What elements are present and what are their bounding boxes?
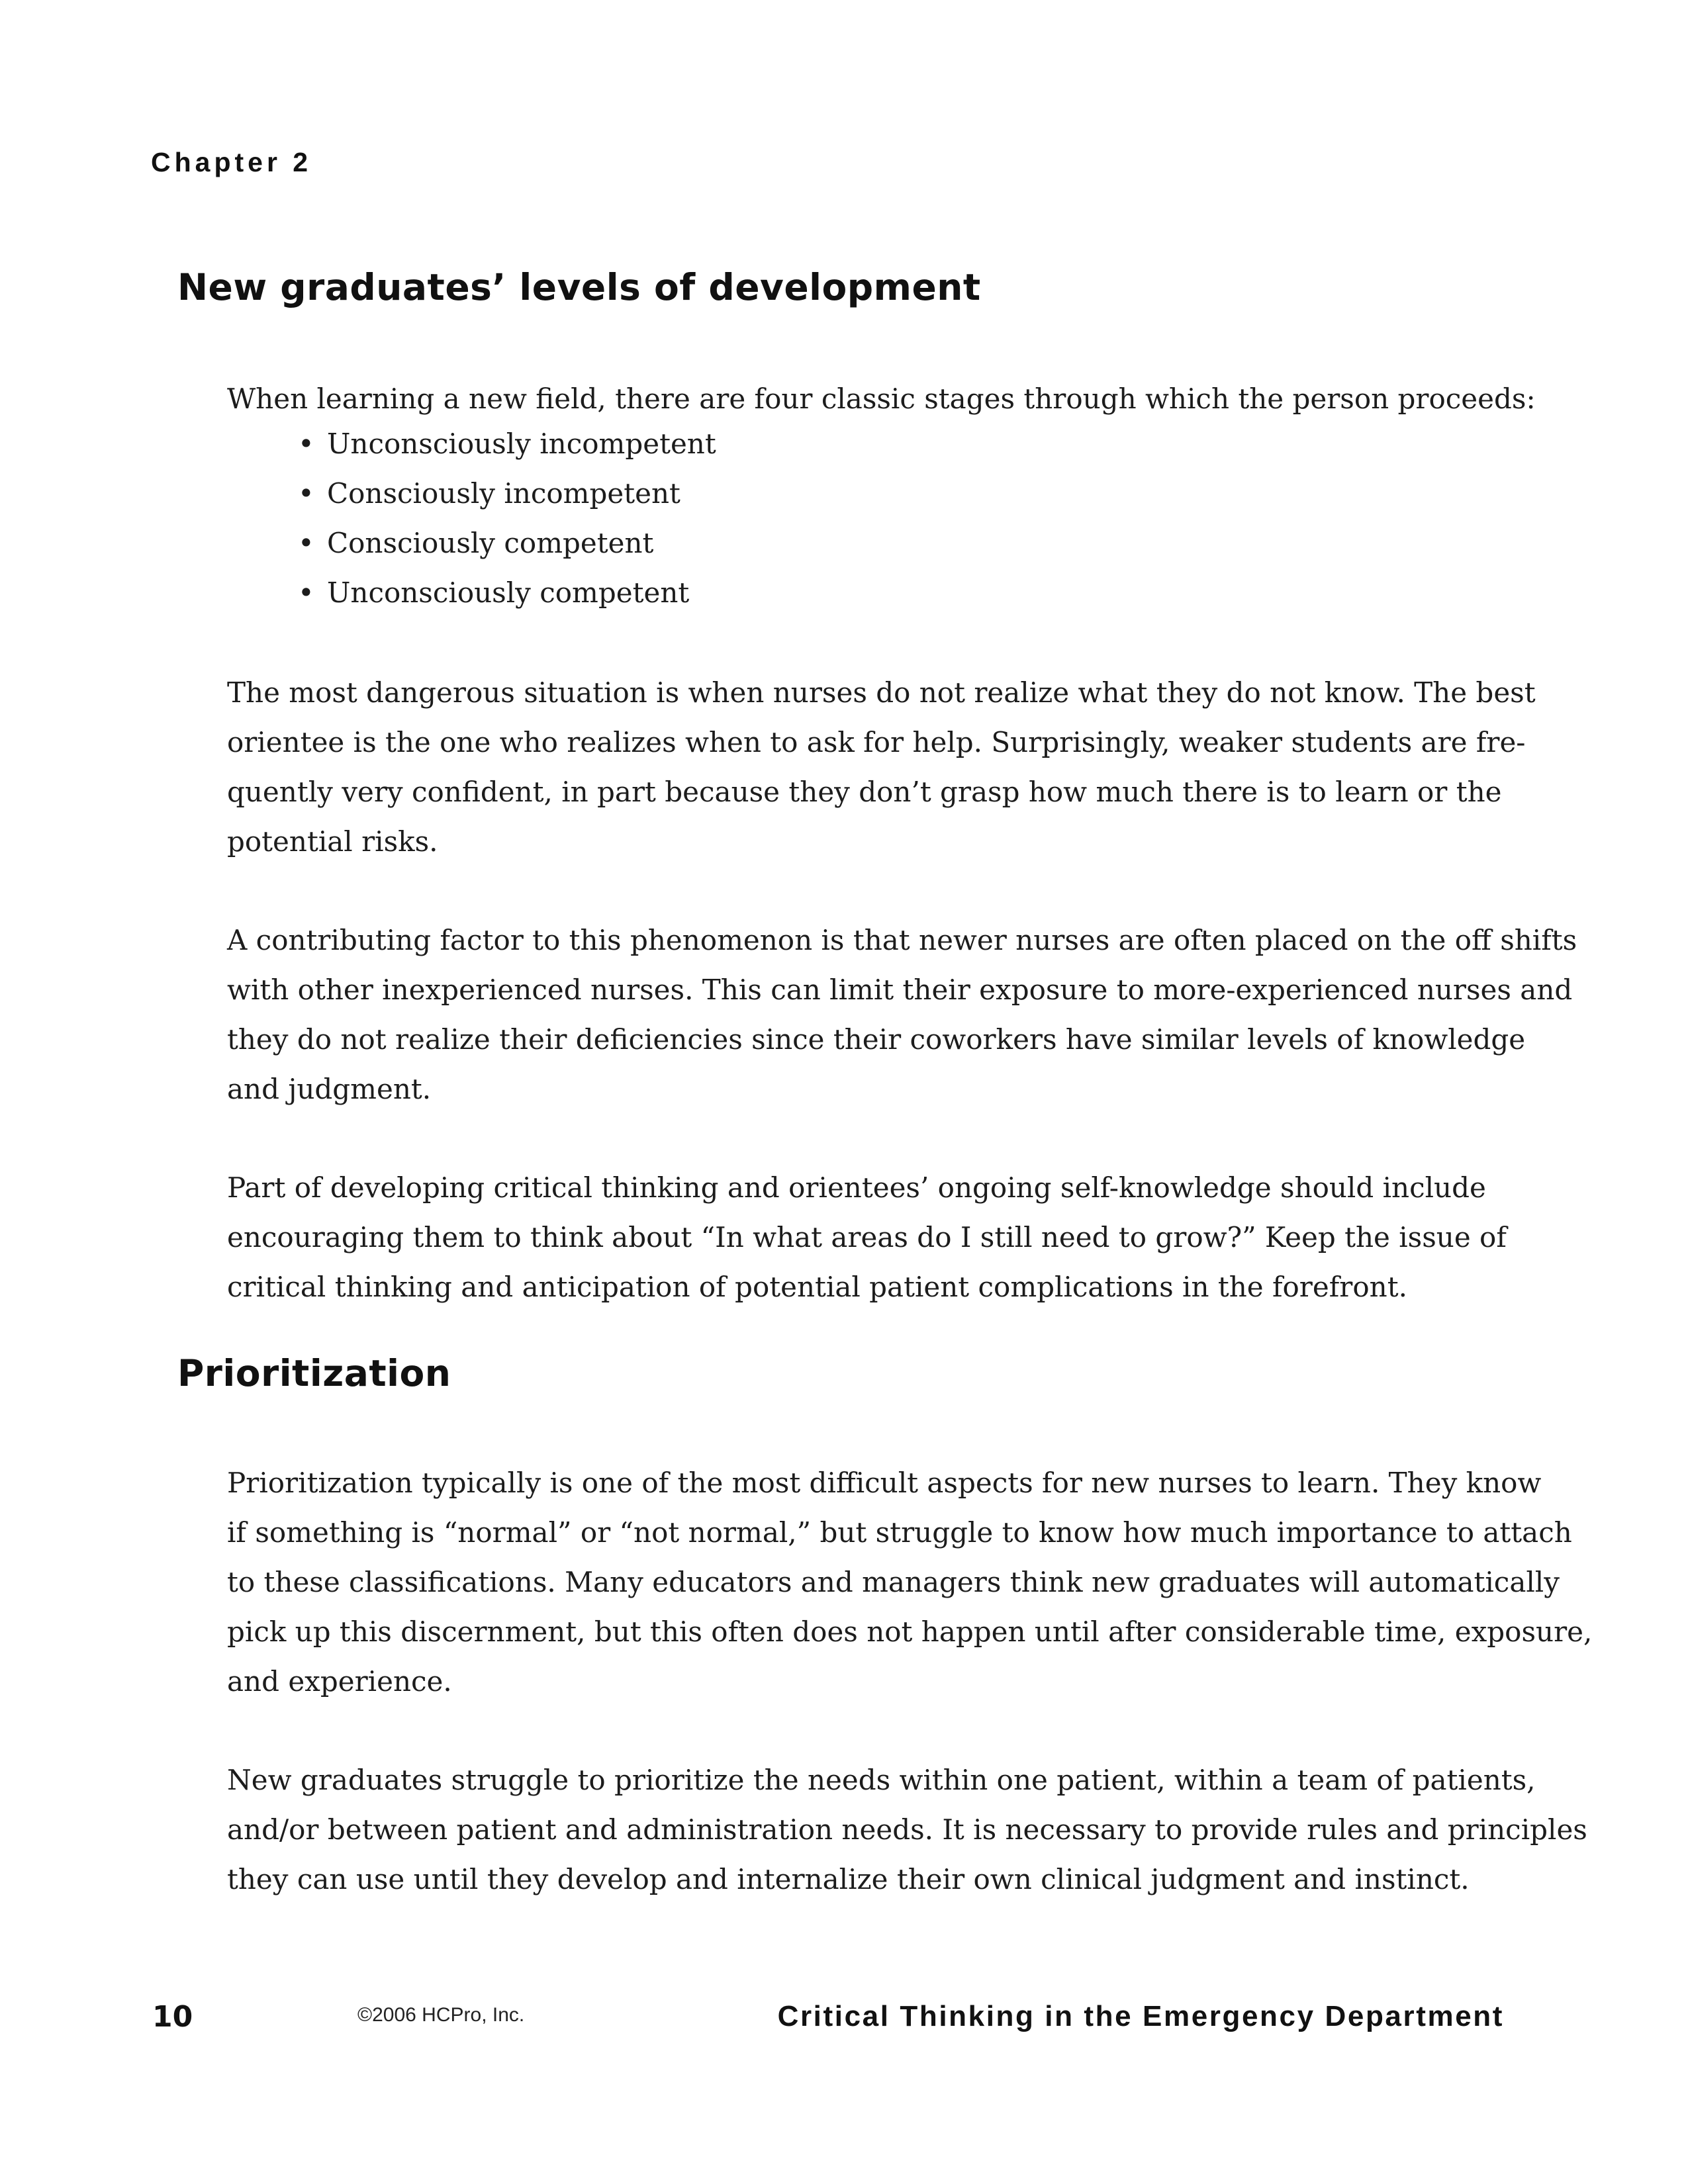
paragraph-line: New graduates struggle to prioritize the needs within one patient, within a team of patients, (227, 1764, 1536, 1796)
list-item-label: Consciously competent (327, 527, 654, 559)
paragraph-line: Prioritization typically is one of the most difficult aspects for new nurses to learn. They know (227, 1467, 1542, 1499)
paragraph-line: potential risks. (227, 825, 438, 858)
paragraph-line: they do not realize their deficiencies since their coworkers have similar levels of knowledge (227, 1023, 1526, 1056)
stages-list (298, 419, 716, 617)
section-heading-levels-of-development: New graduates’ levels of development (177, 266, 981, 308)
paragraph-line: pick up this discernment, but this often does not happen until after considerable time, exposure, (227, 1615, 1593, 1648)
list-item-label: Consciously incompetent (327, 477, 680, 510)
paragraph-line: and experience. (227, 1665, 452, 1698)
paragraph-line: with other inexperienced nurses. This can limit their exposure to more-experienced nurses and (227, 974, 1573, 1006)
list-item (298, 419, 716, 469)
paragraph-contributing-factor (227, 915, 1577, 1114)
paragraph-line: A contributing factor to this phenomenon is that newer nurses are often placed on the off shifts (227, 924, 1577, 956)
bullet-icon: • (298, 428, 314, 460)
list-item-label: Unconsciously competent (327, 576, 690, 609)
book-title: Critical Thinking in the Emergency Department (777, 2000, 1504, 2032)
paragraph-line: critical thinking and anticipation of potential patient complications in the forefront. (227, 1271, 1407, 1303)
paragraph-line: Part of developing critical thinking and orientees’ ongoing self-knowledge should include (227, 1171, 1486, 1204)
bullet-icon: • (298, 477, 314, 510)
paragraph-dangerous-situation (227, 668, 1544, 866)
paragraph-line: encouraging them to think about “In what areas do I still need to grow?” Keep the issue of (227, 1221, 1507, 1253)
paragraph-line: The most dangerous situation is when nurses do not realize what they do not know. The best (227, 676, 1536, 709)
paragraph-line: they can use until they develop and internalize their own clinical judgment and instinct. (227, 1863, 1470, 1895)
list-item (298, 518, 716, 568)
bullet-icon: • (298, 527, 314, 559)
paragraph-line: to these classifications. Many educators and managers think new graduates will automatically (227, 1566, 1560, 1598)
list-item-label: Unconsciously incompetent (327, 428, 716, 460)
page-number: 10 (152, 2000, 193, 2034)
paragraph-line: if something is “normal” or “not normal,” but struggle to know how much importance to attach (227, 1516, 1572, 1549)
paragraph-self-knowledge (227, 1163, 1544, 1312)
list-item (298, 469, 716, 518)
paragraph-line: When learning a new field, there are four classic stages through which the person proceeds: (227, 383, 1536, 415)
paragraph-line: and/or between patient and administration needs. It is necessary to provide rules and principles (227, 1813, 1587, 1846)
paragraph-prioritization-difficulty (227, 1458, 1593, 1706)
section-heading-prioritization: Prioritization (177, 1352, 451, 1394)
paragraph-line: quently very confident, in part because they don’t grasp how much there is to learn or the (227, 776, 1502, 808)
bullet-icon: • (298, 576, 314, 609)
chapter-label: Chapter 2 (151, 147, 312, 177)
intro-paragraph (227, 374, 1544, 424)
paragraph-line: orientee is the one who realizes when to ask for help. Surprisingly, weaker students are fre- (227, 726, 1526, 758)
paragraph-line: and judgment. (227, 1073, 432, 1105)
paragraph-prioritize-needs (227, 1755, 1587, 1904)
list-item (298, 568, 716, 617)
copyright-notice: ©2006 HCPro, Inc. (357, 2004, 525, 2026)
